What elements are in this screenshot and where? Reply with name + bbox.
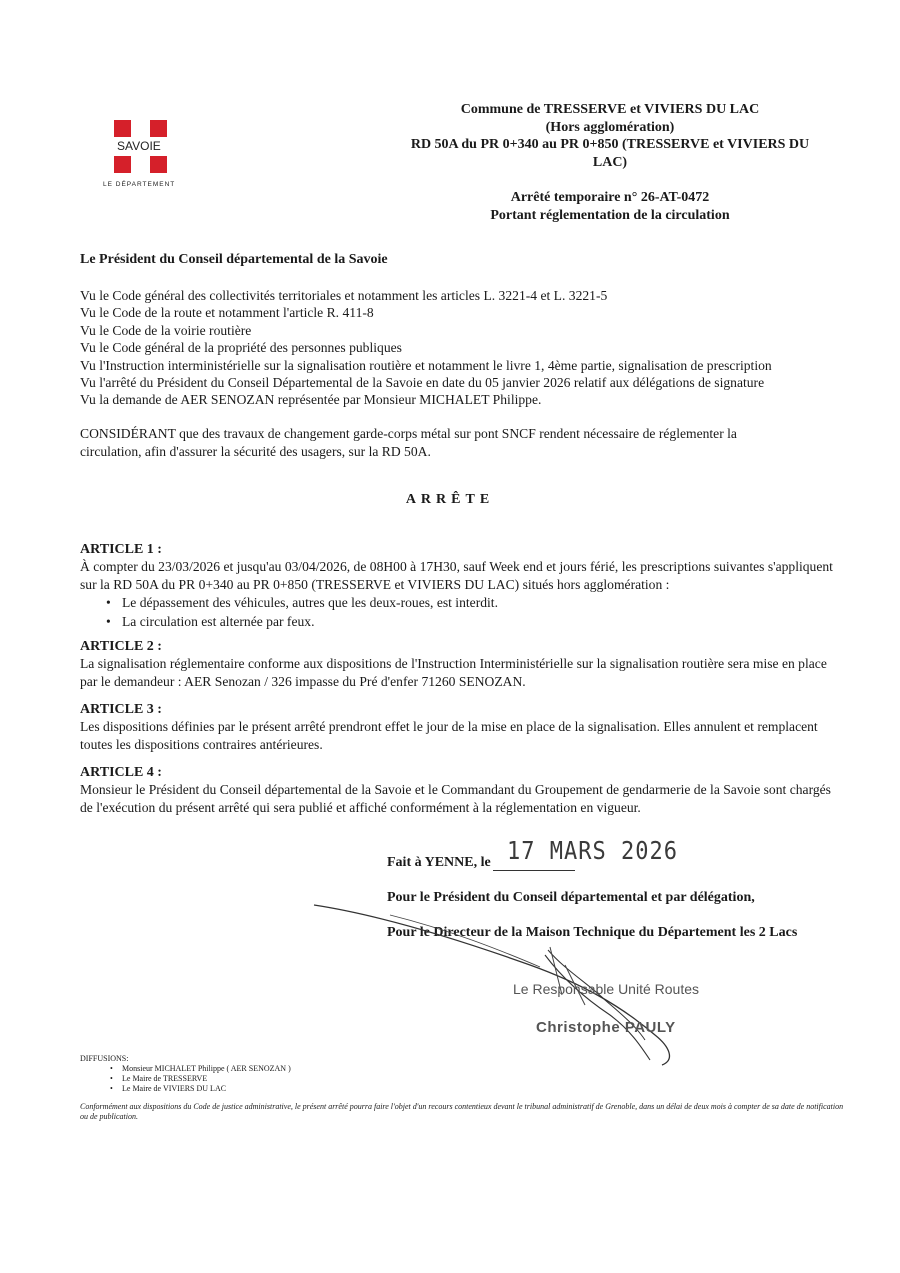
article-3 [80,702,840,754]
article-2 [80,639,840,691]
considerant-paragraph: CONSIDÉRANT que des travaux de changement garde-corps métal sur pont SNCF rendent nécessaire de réglementer la circulation, afin d'assurer la sécurité des usagers, sur la RD 50A. [80,426,737,459]
article-body: La signalisation réglementaire conforme aux dispositions de l'Instruction Interministérielle sur la signalisation routière sera mise en place par le demandeur : AER Senozan / 326 impasse du Pré d'enfer 71260 SENOZAN. [80,656,827,690]
diffusions-block [80,1054,291,1094]
savoie-logo [103,120,183,192]
vu-line: Vu le Code général de la propriété des personnes publiques [80,340,402,356]
article-bullets [80,594,840,630]
fait-label: Fait à YENNE, le [387,855,491,870]
date-stamp: 17 MARS 2026 [507,837,678,866]
diffusion-item: • Le Maire de TRESSERVE [122,1074,291,1084]
logo-square-br [150,156,167,173]
vu-line: Vu l'Instruction interministérielle sur la signalisation routière et notamment le livre 1, 4ème partie, signalisation de prescription [80,357,772,373]
arrete-subject: Portant réglementation de la circulation [490,207,730,223]
header-line: RD 50A du PR 0+340 au PR 0+850 (TRESSERVE et VIVIERS DU [410,137,810,152]
vu-line: Vu le Code de la voirie routière [80,322,252,338]
arrete-number: Arrêté temporaire n° 26-AT-0472 [510,190,710,205]
pour-directeur-line: Pour le Directeur de la Maison Technique du Département les 2 Lacs [387,925,798,940]
header-line: LAC) [592,154,628,170]
vu-line: Vu l'arrêté du Président du Conseil Départemental de la Savoie en date du 05 janvier 2026 relatif aux délégations de signature [80,375,765,391]
vu-line: Vu le Code général des collectivités territoriales et notamment les articles L. 3221-4 et L. 3221-5 [80,288,608,303]
header-line: Commune de TRESSERVE et VIVIERS DU LAC [460,102,760,117]
diffusions-title: DIFFUSIONS: [80,1054,129,1063]
vu-line: Vu le Code de la route et notamment l'article R. 411-8 [80,305,374,321]
logo-name: SAVOIE [117,139,161,153]
arrete-heading: ARRÊTE [405,492,495,507]
article-1 [80,542,840,631]
pour-president-line: Pour le Président du Conseil départemental et par délégation, [387,890,755,905]
signature-role: Le Responsable Unité Routes [513,981,700,997]
article-body: Monsieur le Président du Conseil départemental de la Savoie et le Commandant du Groupement de gendarmerie de la Savoie sont chargés de l'exécution du présent arrêté qui sera publié et affiché conformément à la réglementation en vigueur. [80,782,831,816]
diffusion-item: • Le Maire de VIVIERS DU LAC [122,1084,291,1094]
logo-subtitle: LE DÉPARTEMENT [103,181,176,188]
article-title: ARTICLE 4 : [80,765,162,780]
diffusion-item: • Monsieur MICHALET Philippe ( AER SENOZAN ) [122,1064,291,1074]
logo-square-bl [114,156,131,173]
logo-square-tl [114,120,131,137]
arrete-title [440,189,780,224]
document-header [395,101,825,171]
article-title: ARTICLE 1 : [80,542,162,557]
bullet-item: • Le dépassement des véhicules, autres que les deux-roues, est interdit. [122,594,840,612]
article-body: À compter du 23/03/2026 et jusqu'au 03/04/2026, de 08H00 à 17H30, sauf Week end et jours férié, les prescriptions suivantes s'appliquent sur la RD 50A du PR 0+340 au PR 0+850 (TRESSERVE et VIVIERS DU LAC) situés hors agglomération : [80,559,833,593]
legal-note: Conformément aux dispositions du Code de justice administrative, le présent arrêté pourra faire l'objet d'un recours contentieux devant le tribunal administratif de Grenoble, dans un délai de deux mois à compter de sa date de notification ou de publication. [80,1102,844,1121]
diffusions-list [80,1064,291,1094]
logo-square-tr [150,120,167,137]
vu-list [80,287,772,409]
signature-name: Christophe PAULY [536,1019,676,1036]
article-title: ARTICLE 3 : [80,702,162,717]
vu-line: Vu la demande de AER SENOZAN représentée par Monsieur MICHALET Philippe. [80,392,542,408]
president-heading: Le Président du Conseil départemental de la Savoie [80,252,388,267]
article-4 [80,765,840,817]
bullet-item: • La circulation est alternée par feux. [122,613,840,631]
article-title: ARTICLE 2 : [80,639,162,654]
article-body: Les dispositions définies par le présent arrêté prendront effet le jour de la mise en place de la signalisation. Elles annulent et remplacent toutes les dispositions contraires antérieures. [80,719,818,753]
header-line: (Hors agglomération) [545,119,675,135]
